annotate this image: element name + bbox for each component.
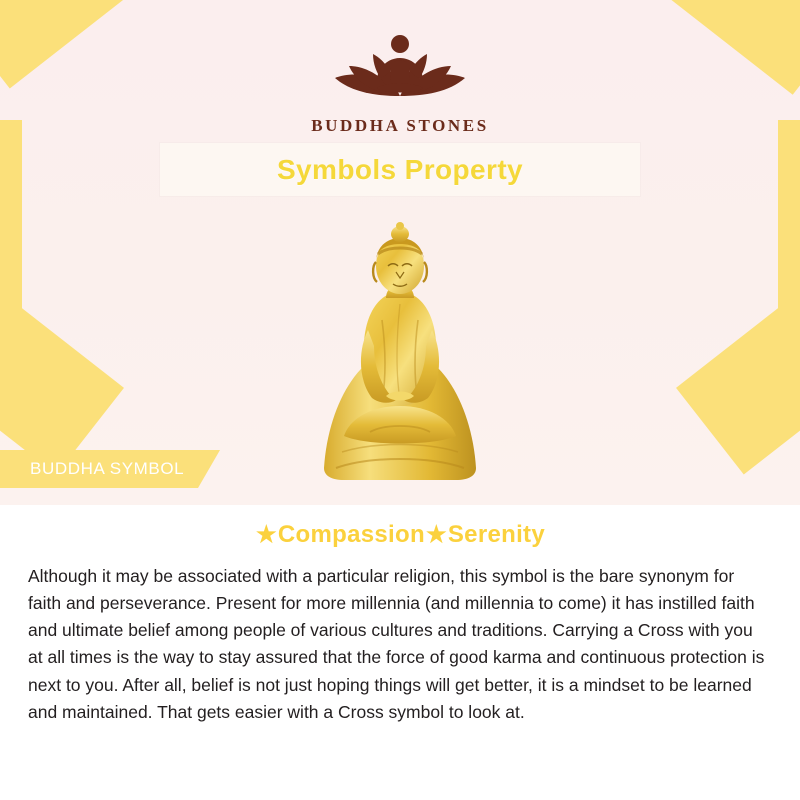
title-banner <box>160 143 640 196</box>
brand-logo <box>0 22 800 136</box>
star-icon-left: ★ <box>256 521 277 547</box>
page-title: Symbols Property <box>276 153 524 185</box>
star-icon-right: ★ <box>425 521 447 547</box>
category-label: BUDDHA SYMBOL <box>30 459 185 478</box>
description-paragraph: Although it may be associated with a particular religion, this symbol is the bare synonym for faith and perseverance. Present for more millennia (and millennia to come) it has instilled faith and ultimate belief among people of various cultures and traditions. Carrying a Cross with you at all times is the way to stay assured that the force of good karma and continuous protection is next to you. After all, belief is not just hoping things will get better, it is a mindset to be learned and maintained. That gets easier with a Cross symbol to look at. <box>28 566 765 722</box>
category-ribbon <box>0 450 220 488</box>
category-ribbon-tail <box>198 450 220 488</box>
decor-wedge-bottom-right <box>676 295 800 474</box>
description-panel <box>0 505 800 800</box>
buddha-illustration <box>300 200 500 490</box>
lotus-meditation-figure-icon <box>0 22 800 112</box>
decor-wedge-bottom-left <box>0 295 124 474</box>
attribute-compassion: Compassion <box>277 521 425 548</box>
attributes-heading <box>0 521 800 549</box>
attribute-serenity: Serenity <box>447 521 545 548</box>
category-ribbon-body <box>0 450 198 488</box>
brand-name: BUDDHA STONES <box>311 116 489 135</box>
